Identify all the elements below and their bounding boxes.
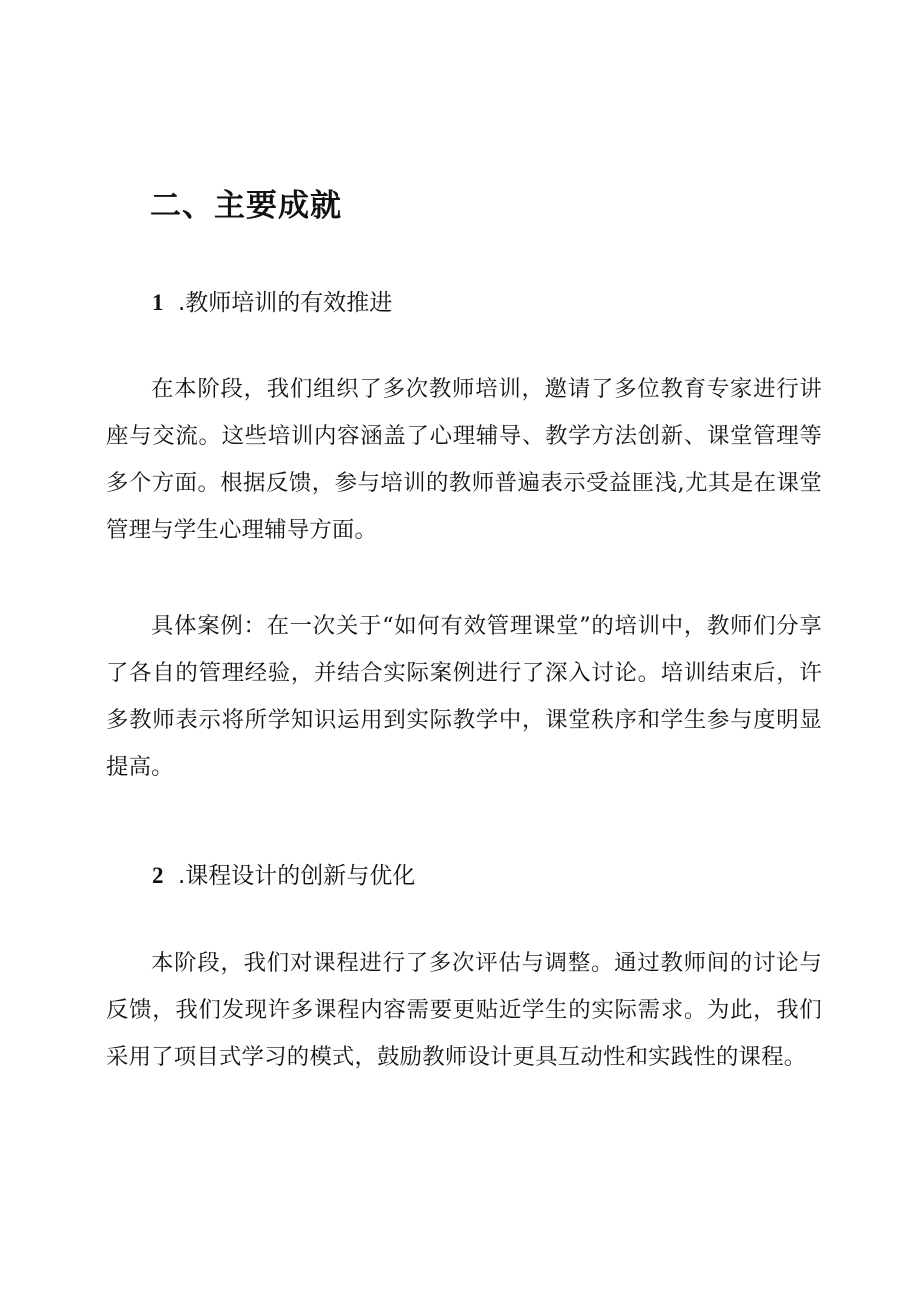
subsection-number: 2 (152, 863, 164, 888)
subsection-title: .教师培训的有效推进 (178, 290, 393, 316)
paragraph-training-overview: 在本阶段，我们组织了多次教师培训，邀请了多位教育专家进行讲座与交流。这些培训内容涵盖了心理辅导、教学方法创新、课堂管理等多个方面。根据反馈，参与培训的教师普遍表示受益匪浅,尤其是在课堂管理与学生心理辅导方面。 (106, 376, 822, 543)
subsection-number: 1 (152, 290, 164, 315)
subsection-heading-2 (152, 857, 415, 890)
paragraph-curriculum: 本阶段，我们对课程进行了多次评估与调整。通过教师间的讨论与反馈，我们发现许多课程内容需要更贴近学生的实际需求。为此，我们采用了项目式学习的模式，鼓励教师设计更具互动性和实践性的课程。 (106, 950, 822, 1070)
paragraph-training-case: 具体案例：在一次关于“如何有效管理课堂”的培训中，教师们分享了各自的管理经验，并结合实际案例进行了深入讨论。培训结束后，许多教师表示将所学知识运用到实际教学中，课堂秩序和学生参与度明显提高。 (106, 613, 822, 780)
subsection-heading-1 (152, 284, 392, 317)
subsection-title: .课程设计的创新与优化 (178, 863, 416, 889)
section-title: 二、主要成就 (150, 188, 342, 224)
